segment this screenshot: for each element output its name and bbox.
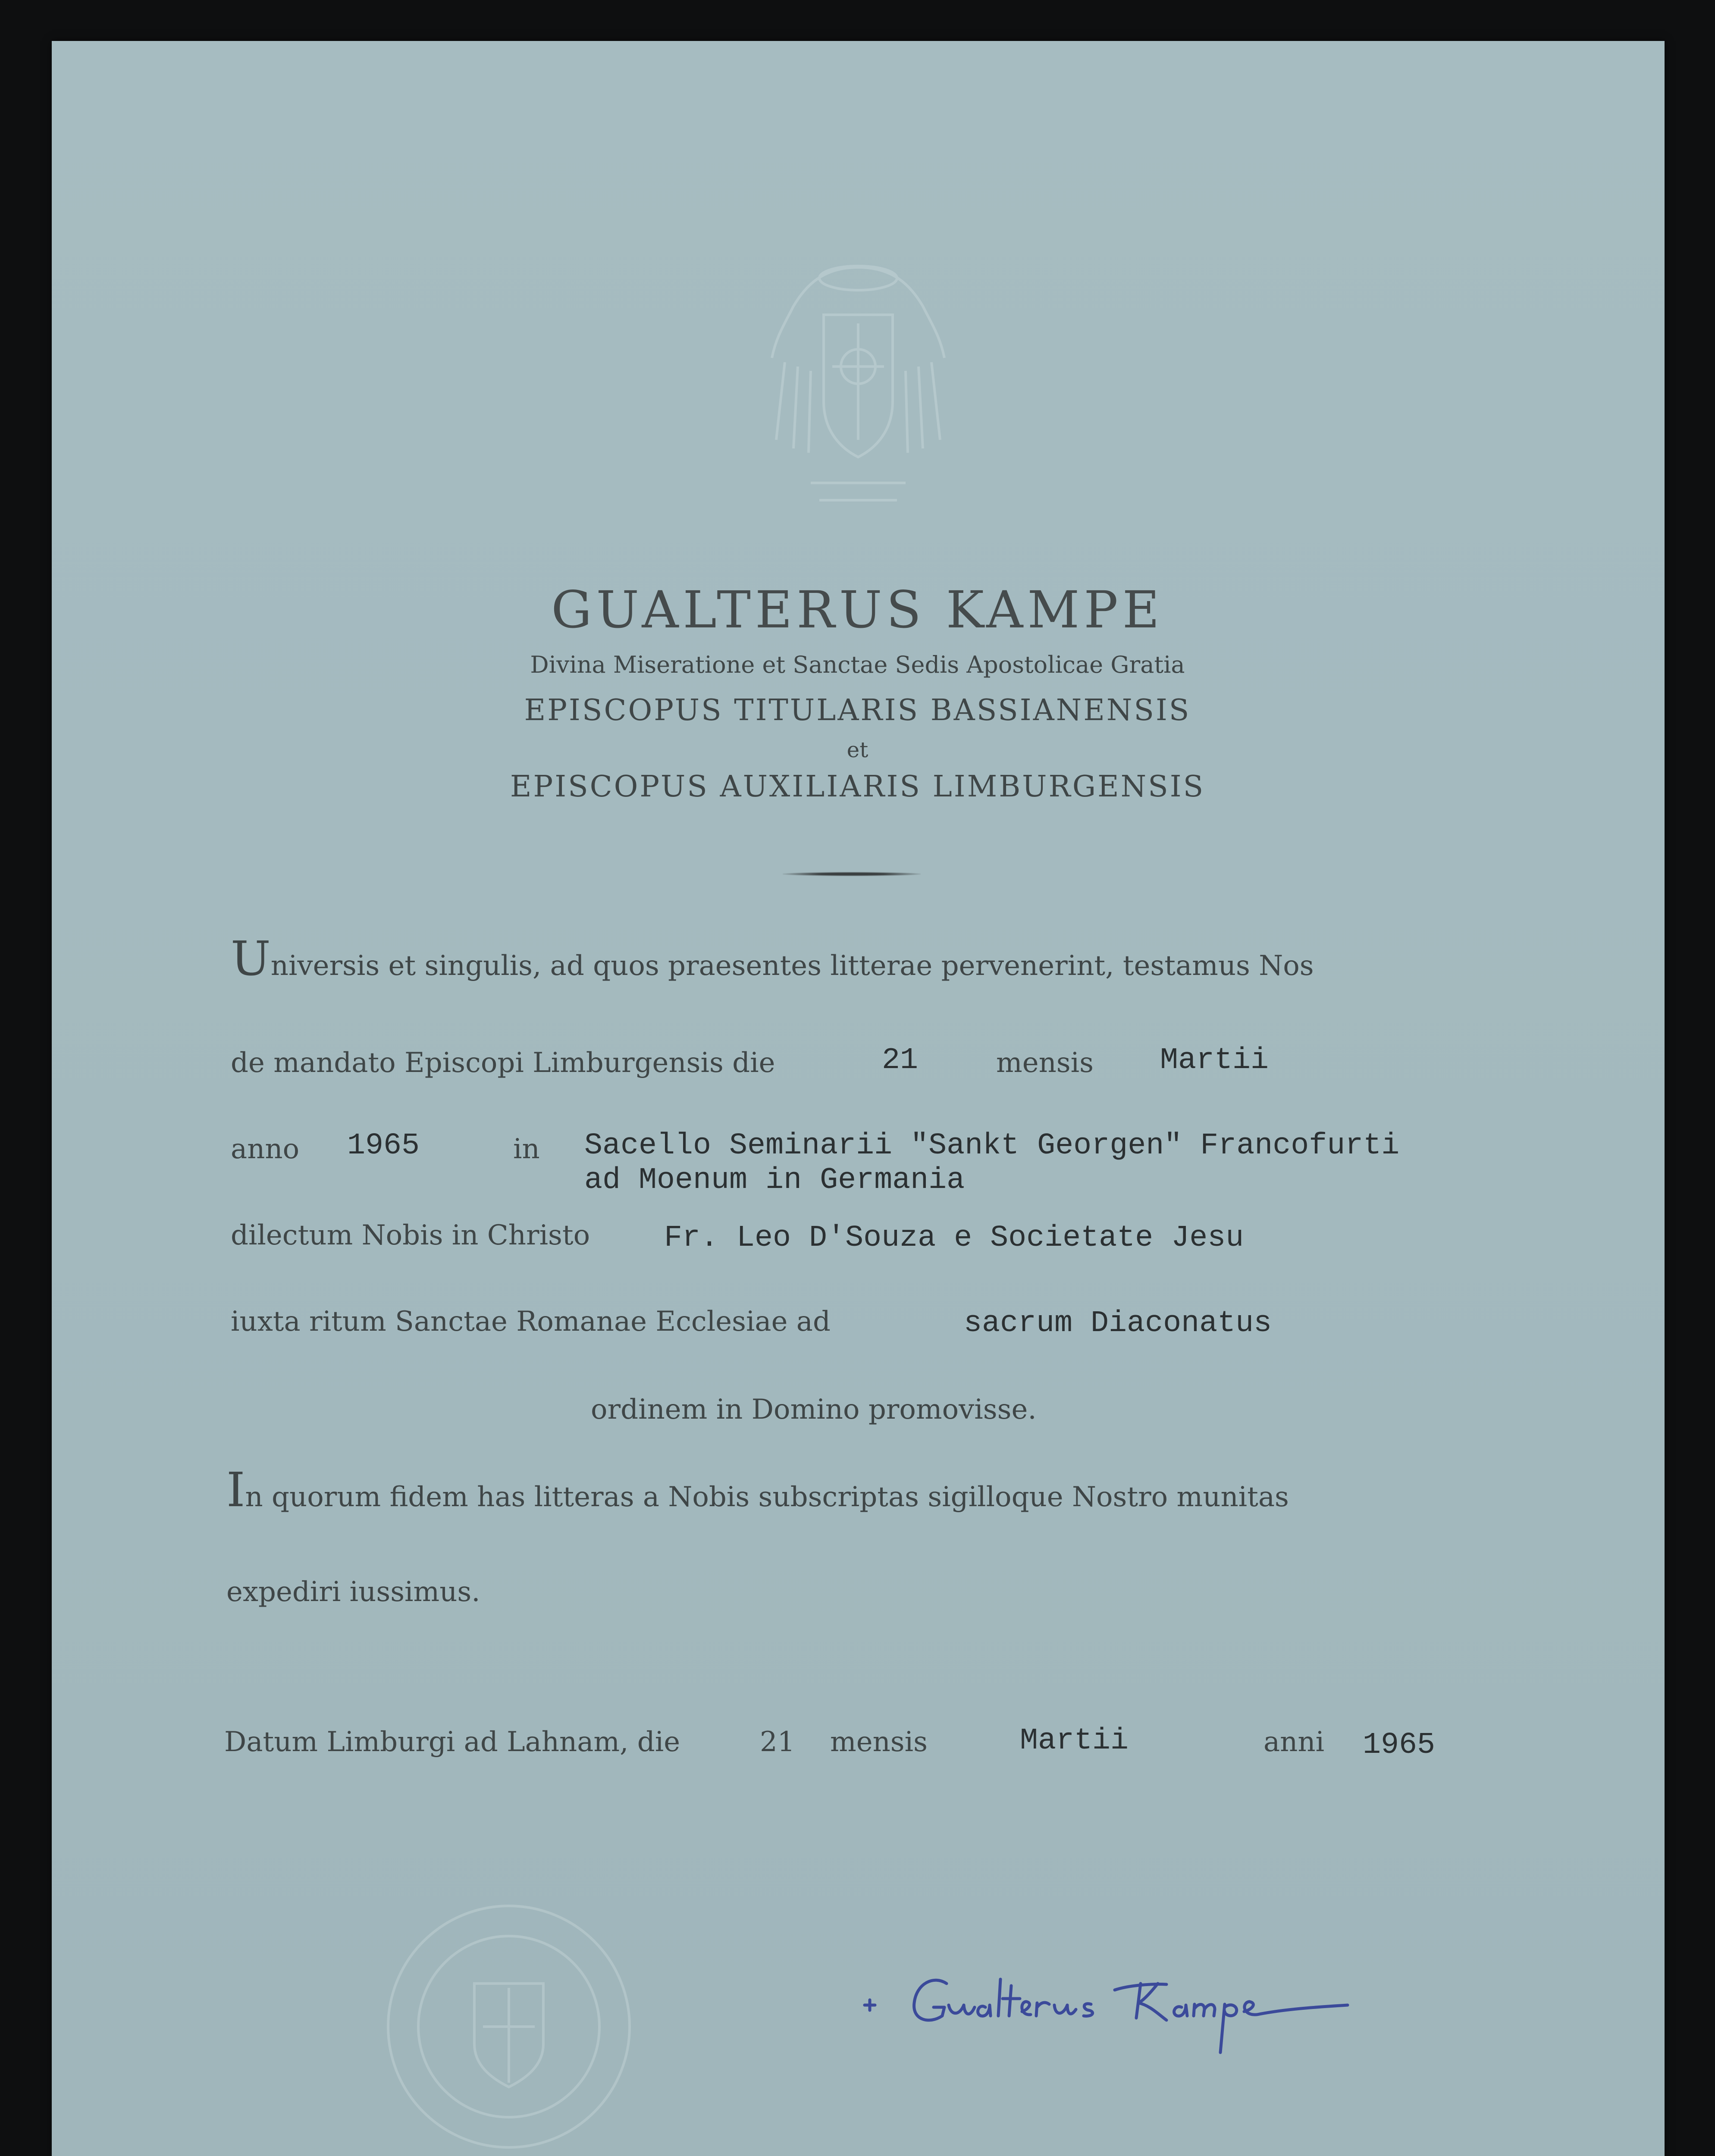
date-month: Martii (1020, 1724, 1129, 1758)
body-line-7 (226, 1462, 1289, 1517)
sacred-order: sacrum Diaconatus (964, 1307, 1272, 1341)
date-day: 21 (760, 1726, 795, 1758)
line4-prefix: dilectum Nobis in Christo (231, 1219, 590, 1251)
body-line-8: expediri iussimus. (226, 1576, 480, 1608)
bishop-name: GUALTERUS KAMPE (551, 580, 1164, 639)
line3-anno: anno (231, 1133, 300, 1165)
body-line-1-text: niversis et singulis, ad quos praesentes litterae pervenerint, testamus Nos (270, 950, 1314, 982)
title-conjunction: et (847, 737, 868, 762)
body-line-1 (231, 931, 1314, 986)
title-auxiliaris: EPISCOPUS AUXILIARIS LIMBURGENSIS (510, 770, 1205, 804)
line3-in: in (513, 1133, 540, 1165)
signature (856, 1966, 1352, 2065)
date-anni: anni (1264, 1726, 1325, 1758)
ordination-place-1: Sacello Seminarii "Sankt Georgen" Francofurti (584, 1129, 1400, 1163)
ordination-place-2: ad Moenum in Germania (584, 1163, 965, 1197)
ordination-year: 1965 (347, 1129, 420, 1163)
seal-emboss (379, 1897, 638, 2156)
line2-mensis: mensis (996, 1047, 1094, 1079)
date-prefix: Datum Limburgi ad Lahnam, die (224, 1726, 680, 1758)
body-line-7-text: n quorum fidem has litteras a Nobis subscriptas sigilloque Nostro munitas (245, 1481, 1289, 1513)
drop-cap-u: U (231, 931, 271, 986)
grace-formula: Divina Miseratione et Sanctae Sedis Apostolicae Gratia (530, 651, 1185, 678)
date-mensis: mensis (830, 1726, 928, 1758)
body-line-6: ordinem in Domino promovisse. (591, 1394, 1037, 1426)
coat-of-arms-emboss (759, 259, 957, 513)
title-titularis: EPISCOPUS TITULARIS BASSIANENSIS (524, 693, 1191, 727)
line2-prefix: de mandato Episcopi Limburgensis die (231, 1047, 775, 1079)
date-year: 1965 (1363, 1728, 1436, 1762)
ordinand-name: Fr. Leo D'Souza e Societate Jesu (664, 1221, 1244, 1255)
ordination-month: Martii (1160, 1044, 1269, 1078)
drop-cap-i: I (226, 1462, 245, 1517)
line5-prefix: iuxta ritum Sanctae Romanae Ecclesiae ad (231, 1306, 831, 1338)
header-divider (783, 872, 921, 876)
ordination-day: 21 (882, 1044, 919, 1078)
